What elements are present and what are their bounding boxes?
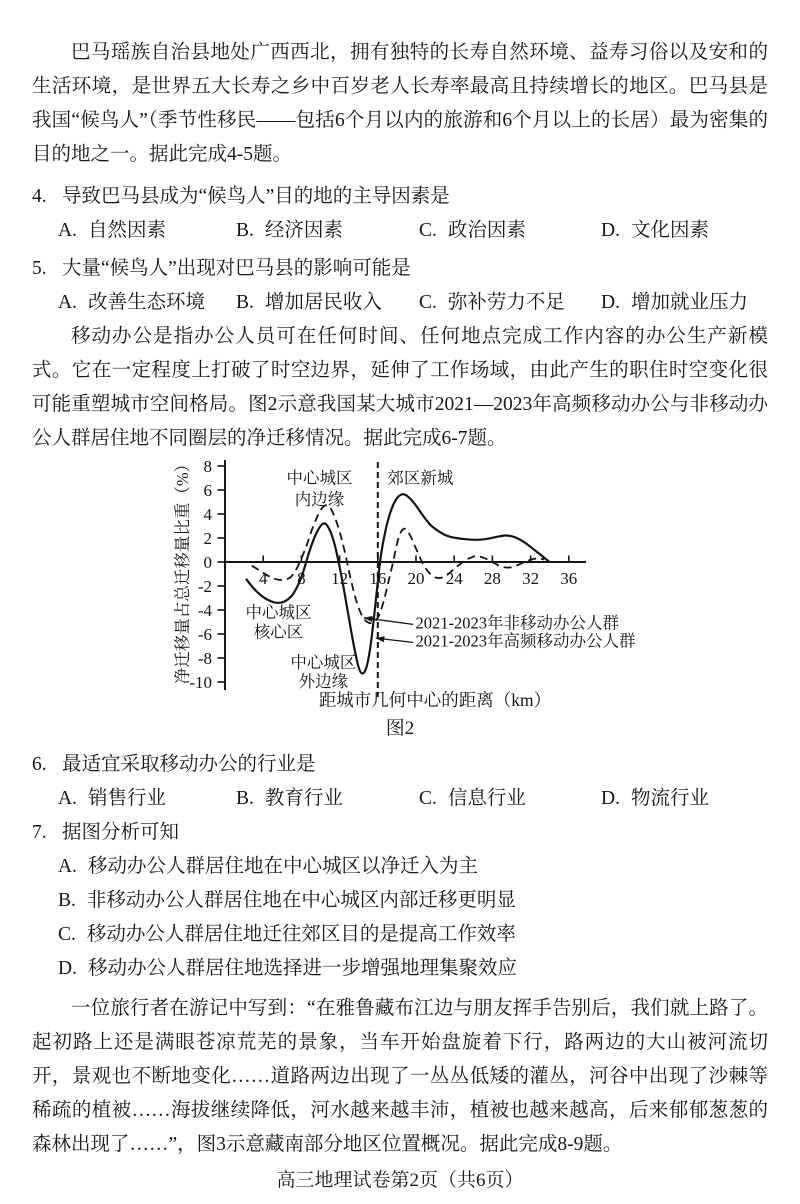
svg-text:郊区新城: 郊区新城 (387, 468, 454, 488)
question-5-option-d: D. 增加就业压力 (601, 292, 748, 313)
question-7-option-c: C. 移动办公人群居住地迁往郊区目的是提高工作效率 (58, 924, 516, 945)
svg-text:32: 32 (522, 569, 540, 588)
question-7 (32, 816, 768, 986)
question-6 (32, 748, 768, 816)
passage-mobile-office: 移动办公是指办公人员可在任何时间、任何地点完成工作内容的办公生产新模式。它在一定程度上打破了时空边界，延伸了工作场域，由此产生的职住时空变化很可能重塑城市空间格局。图2示意我国某大城市2021—2023年高频移动办公与非移动办公人群居住地不同圈层的净迁移情况。据此完成6-7题。 (32, 326, 768, 449)
question-4-options (32, 214, 768, 248)
question-4 (32, 180, 768, 248)
question-7-option-b: B. 非移动办公人群居住地在中心城区内部迁移更明显 (58, 890, 516, 911)
question-4-option-d: D. 文化因素 (601, 220, 709, 241)
svg-text:中心城区: 中心城区 (286, 468, 353, 488)
figure-2-caption: 图2 (385, 718, 415, 739)
question-5-text: 大量“候鸟人”出现对巴马县的影响可能是 (62, 258, 411, 279)
svg-text:16: 16 (369, 569, 387, 588)
figure-2 (32, 456, 768, 714)
svg-text:0: 0 (203, 553, 212, 572)
question-4-option-b: B. 经济因素 (236, 220, 343, 241)
svg-text:-8: -8 (197, 649, 212, 668)
passage-travel: 一位旅行者在游记中写到：“在雅鲁藏布江边与朋友挥手告别后，我们就上路了。起初路上还是满眼苍凉荒芜的景象，当车开始盘旋着下行，路两边的大山被河流切开，景观也不断地变化……道路两边出现了一丛丛低矮的灌丛，河谷中出现了沙棘等稀疏的植被……海拔继续降低，河水越来越丰沛，植被也越来越高，后来郁郁葱葱的森林出现了……”，图3示意藏南部分地区位置概况。据此完成8-9题。 (32, 998, 768, 1155)
svg-text:28: 28 (483, 569, 501, 588)
svg-text:外边缘: 外边缘 (298, 671, 349, 691)
question-4-option-c: C. 政治因素 (419, 220, 526, 241)
question-5-options (32, 286, 768, 320)
page-footer: 高三地理试卷第2页（共6页） (276, 1170, 524, 1191)
svg-text:12: 12 (331, 569, 349, 588)
question-5-option-b: B. 增加居民收入 (236, 292, 382, 313)
svg-text:-4: -4 (197, 601, 212, 620)
question-6-option-a: A. 销售行业 (58, 788, 166, 809)
question-6-options (32, 782, 768, 816)
svg-text:-10: -10 (189, 673, 212, 692)
question-6-option-c: C. 信息行业 (419, 788, 526, 809)
question-4-text: 导致巴马县成为“候鸟人”目的地的主导因素是 (62, 186, 450, 207)
svg-text:24: 24 (445, 569, 463, 588)
question-7-option-d: D. 移动办公人群居住地选择进一步增强地理集聚效应 (58, 958, 517, 979)
svg-text:8: 8 (203, 457, 212, 476)
svg-text:-6: -6 (197, 625, 212, 644)
figure2-chart (142, 456, 672, 714)
question-7-text: 据图分析可知 (62, 822, 180, 843)
svg-text:2021-2023年非移动办公人群: 2021-2023年非移动办公人群 (415, 613, 620, 633)
svg-text:6: 6 (203, 481, 212, 500)
question-7-number: 7. (32, 822, 47, 843)
svg-text:4: 4 (258, 569, 268, 588)
question-5 (32, 252, 768, 320)
question-6-option-d: D. 物流行业 (601, 788, 709, 809)
question-4-option-a: A. 自然因素 (58, 220, 166, 241)
question-7-option-a: A. 移动办公人群居住地在中心城区以净迁入为主 (58, 856, 478, 877)
svg-text:核心区: 核心区 (253, 622, 304, 642)
question-6-text: 最适宜采取移动办公的行业是 (62, 754, 316, 775)
svg-text:2: 2 (203, 529, 212, 548)
svg-text:8: 8 (297, 569, 306, 588)
svg-text:内边缘: 内边缘 (294, 490, 345, 509)
svg-text:2021-2023年高频移动办公人群: 2021-2023年高频移动办公人群 (415, 631, 636, 651)
svg-text:36: 36 (560, 569, 578, 588)
question-5-number: 5. (32, 258, 47, 279)
svg-text:距城市几何中心的距离（km）: 距城市几何中心的距离（km） (318, 690, 552, 710)
question-5-option-a: A. 改善生态环境 (58, 292, 205, 313)
svg-text:中心城区: 中心城区 (245, 602, 312, 622)
svg-text:净迁移量占总迁移量比重（%）: 净迁移量占总迁移量比重（%） (173, 456, 192, 685)
svg-text:4: 4 (203, 505, 212, 524)
question-6-number: 6. (32, 754, 47, 775)
question-6-option-b: B. 教育行业 (236, 788, 343, 809)
svg-text:中心城区: 中心城区 (290, 653, 357, 673)
passage-bama: 巴马瑶族自治县地处广西西北，拥有独特的长寿自然环境、益寿习俗以及安和的生活环境，是世界五大长寿之乡中百岁老人长寿率最高且持续增长的地区。巴马县是我国“候鸟人”（季节性移民——包括6个月以内的旅游和6个月以上的长居）最为密集的目的地之一。据此完成4-5题。 (32, 42, 768, 165)
question-4-number: 4. (32, 186, 47, 207)
question-5-option-c: C. 弥补劳力不足 (419, 292, 565, 313)
svg-text:20: 20 (407, 569, 425, 588)
svg-text:-2: -2 (197, 577, 212, 596)
